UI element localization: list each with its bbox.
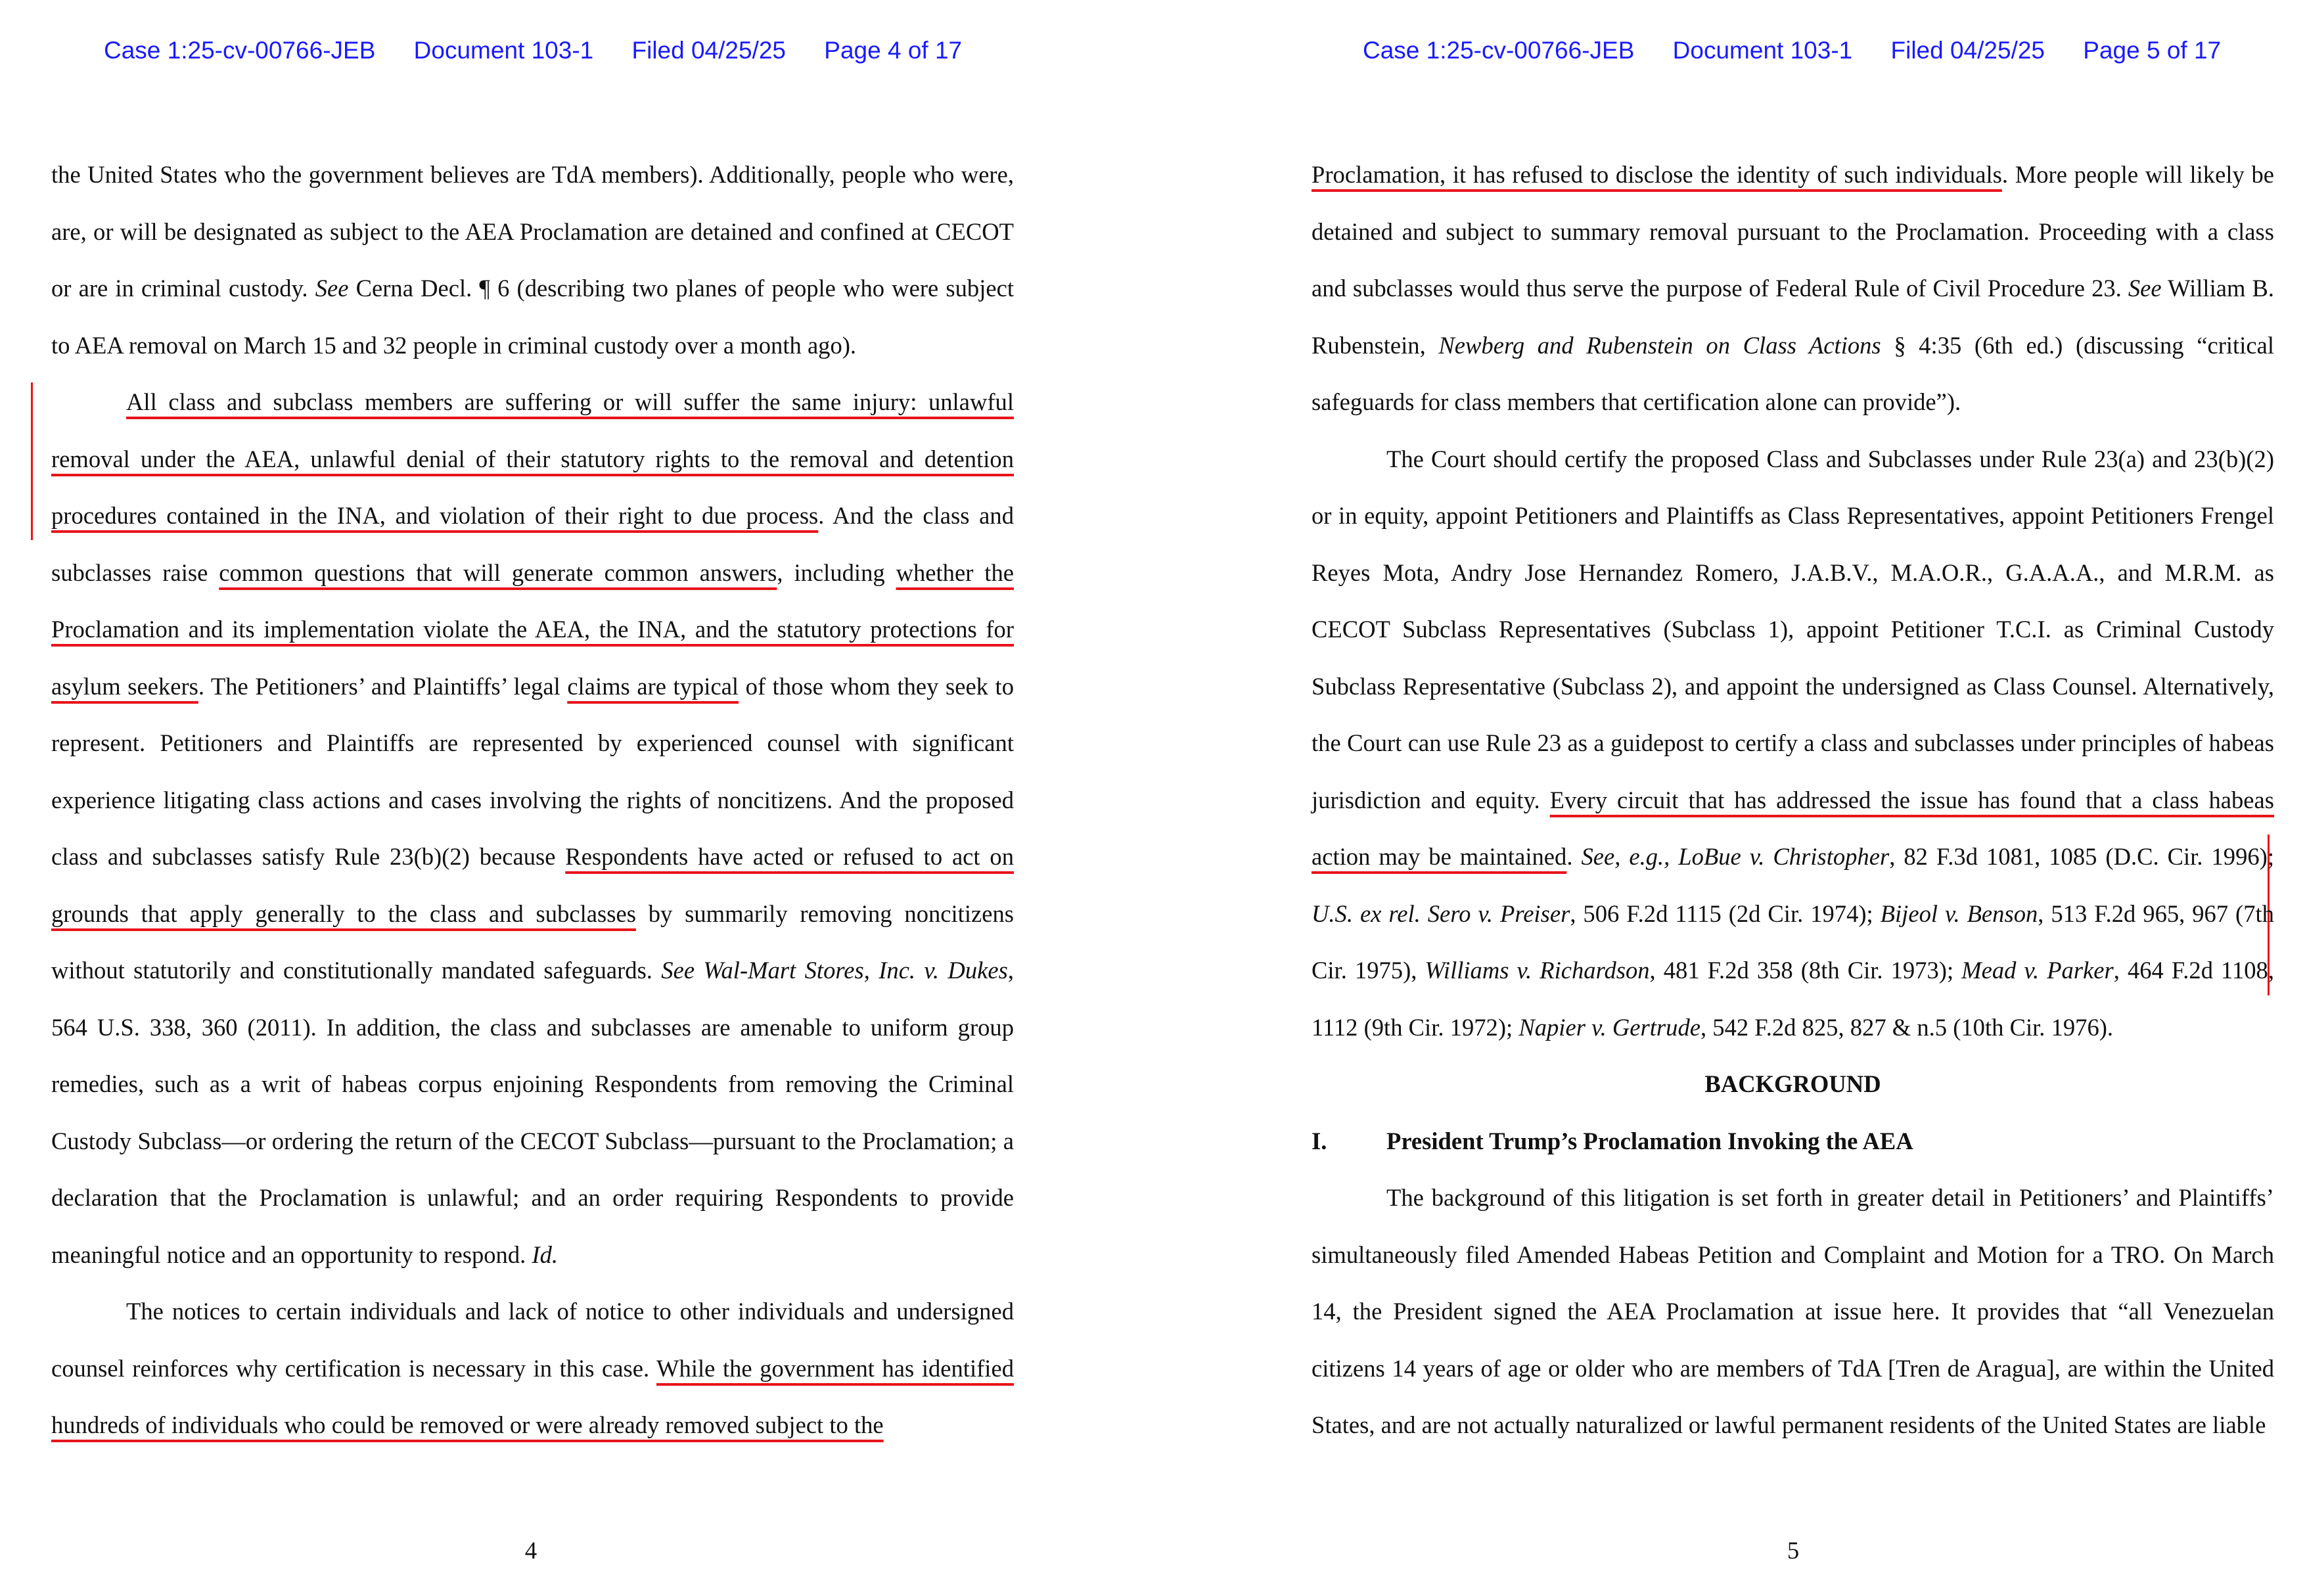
filing-header bbox=[1363, 37, 2252, 66]
subsection-title: President Trump’s Proclamation Invoking the AEA bbox=[1386, 1127, 1913, 1154]
paragraph: All class and subclass members are suffering or will suffer the same injury: unlawful removal under the AEA, unlawful denial of their statutory rights to the removal and detention procedures contained in the INA, and violation of their right to due process. And the class and subclasses raise common questions that will generate common answers, including whether the Proclamation and its implementation violate the AEA, the INA, and the statutory protections for asylum seekers. The Petitioners’ and Plaintiffs’ legal claims are typical of those whom they seek to represent. Petitioners and Plaintiffs are represented by experienced counsel with significant experience litigating class actions and cases involving the rights of noncitizens. And the proposed class and subclasses satisfy Rule 23(b)(2) because Respondents have acted or refused to act on grounds that apply generally to the class and subclasses by summarily removing noncitizens without statutorily and constitutionally mandated safeguards. See Wal-Mart Stores, Inc. v. Dukes, 564 U.S. 338, 360 (2011). In addition, the class and subclasses are amenable to uniform group remedies, such as a writ of habeas corpus enjoining Respondents from removing the Criminal Custody Subclass—or ordering the return of the CECOT Subclass—pursuant to the Proclamation; a declaration that the Proclamation is unlawful; and an order requiring Respondents to provide meaningful notice and an opportunity to respond. Id. bbox=[51, 388, 1014, 1268]
paragraph: The background of this litigation is set forth in greater detail in Petitioners’ and Plaintiffs’ simultaneously filed Amended Habeas Petition and Complaint and Motion for a TRO. On March 14, the President signed the AEA Proclamation at issue here. It provides that “all Venezuelan citizens 14 years of age or older who are members of TdA [Tren de Aragua], are within the United States, and are not actually naturalized or lawful permanent residents of the United States are liable bbox=[1312, 1184, 2274, 1438]
case-number: Case 1:25-cv-00766-JEB bbox=[104, 37, 376, 64]
case-citation: Napier v. Gertrude bbox=[1518, 1013, 1700, 1041]
underlined-text: While the government has identified hundreds of individuals who could be removed or were already removed subject to the bbox=[51, 1354, 1014, 1438]
case-number: Case 1:25-cv-00766-JEB bbox=[1363, 37, 1635, 64]
underlined-text: Every circuit that has addressed the issue has found that a class habeas action may be maintained bbox=[1312, 786, 2274, 870]
document-number: Document 103-1 bbox=[1672, 37, 1853, 64]
page-number: 5 bbox=[1787, 1537, 1800, 1564]
paragraph: The notices to certain individuals and lack of notice to other individuals and undersigned counsel reinforces why certification is necessary in this case. While the government has identified hundreds of individuals who could be removed or were already removed subject to the bbox=[51, 1298, 1014, 1438]
section-heading: BACKGROUND bbox=[1704, 1070, 1881, 1097]
page-body bbox=[51, 147, 1014, 1454]
paragraph: The Court should certify the proposed Class and Subclasses under Rule 23(a) and 23(b)(2) or in equity, appoint Petitioners and Plaintiffs as Class Representatives, appoint Petitioners Frengel Reyes Mota, Andry Jose Hernandez Romero, J.A.B.V., M.A.O.R., G.A.A.A., and M.R.M. as CECOT Subclass Representatives (Subclass 1), appoint Petitioner T.C.I. as Criminal Custody Subclass Representative (Subclass 2), and appoint the undersigned as Class Counsel. Alternatively, the Court can use Rule 23 as a guidepost to certify a class and subclasses under principles of habeas jurisdiction and equity. Every circuit that has addressed the issue has found that a class habeas action may be maintained. See, e.g., LoBue v. Christopher, 82 F.3d 1081, 1085 (D.C. Cir. 1996); U.S. ex rel. Sero v. Preiser, 506 F.2d 1115 (2d Cir. 1974); Bijeol v. Benson, 513 F.2d 965, 967 (7th Cir. 1975), Williams v. Richardson, 481 F.2d 358 (8th Cir. 1973); Mead v. Parker, 464 F.2d 1108, 1112 (9th Cir. 1972); Napier v. Gertrude, 542 F.2d 825, 827 & n.5 (10th Cir. 1976). bbox=[1312, 445, 2274, 1041]
page-number: 4 bbox=[524, 1537, 537, 1564]
underlined-text: common questions that will generate common answers bbox=[219, 559, 777, 586]
filed-date: Filed 04/25/25 bbox=[1890, 37, 2045, 64]
book-title: Newberg and Rubenstein on Class Actions bbox=[1438, 331, 1881, 359]
margin-annotation-mark bbox=[31, 382, 33, 540]
underlined-text: Respondents have acted or refused to act on grounds that apply generally to the class and subclasses bbox=[51, 843, 1014, 927]
paragraph: Proclamation, it has refused to disclose the identity of such individuals. More people will likely be detained and subject to summary removal pursuant to the Proclamation. Proceeding with a class and subclasses would thus serve the purpose of Federal Rule of Civil Procedure 23. See William B. Rubenstein, Newberg and Rubenstein on Class Actions § 4:35 (6th ed.) (discussing “critical safeguards for class members that certification alone can provide”). bbox=[1312, 161, 2275, 415]
underlined-text: whether the Proclamation and its implementation violate the AEA, the INA, and the statutory protections for asylum seekers bbox=[51, 559, 1014, 700]
case-citation: Mead v. Parker bbox=[1961, 957, 2114, 984]
document-page-5 bbox=[1152, 0, 2305, 1596]
case-citation: See Wal-Mart Stores, Inc. v. Dukes bbox=[661, 957, 1008, 984]
case-citation: Williams v. Richardson bbox=[1425, 957, 1650, 984]
underlined-text: All class and subclass members are suffering or will suffer the same injury: unlawful removal under the AEA, unlawful denial of their statutory rights to the removal and detention procedures contained in the INA, and violation of their right to due process bbox=[51, 388, 1014, 529]
case-citation: See, e.g., LoBue v. Christopher bbox=[1581, 843, 1890, 870]
page-count: Page 4 of 17 bbox=[824, 37, 963, 64]
case-citation: Bijeol v. Benson bbox=[1880, 900, 2038, 927]
subsection-heading bbox=[1312, 1113, 2274, 1170]
subsection-number: I. bbox=[1312, 1127, 1327, 1154]
page-count: Page 5 of 17 bbox=[2083, 37, 2222, 64]
page-body bbox=[1312, 147, 2274, 1454]
document-number: Document 103-1 bbox=[413, 37, 594, 64]
underlined-text: claims are typical bbox=[567, 672, 739, 700]
underlined-text: Proclamation, it has refused to disclose the identity of such individuals bbox=[1312, 161, 2002, 188]
document-page-4 bbox=[0, 0, 1152, 1596]
paragraph: the United States who the government believes are TdA members). Additionally, people who were, are, or will be designated as subject to the AEA Proclamation are detained and confined at CECOT or are in criminal custody. See Cerna Decl. ¶ 6 (describing two planes of people who were subject to AEA removal on March 15 and 32 people in criminal custody over a month ago). bbox=[51, 161, 1014, 359]
case-citation: U.S. ex rel. Sero v. Preiser bbox=[1312, 900, 1570, 927]
filed-date: Filed 04/25/25 bbox=[631, 37, 787, 64]
filing-header bbox=[104, 37, 993, 66]
